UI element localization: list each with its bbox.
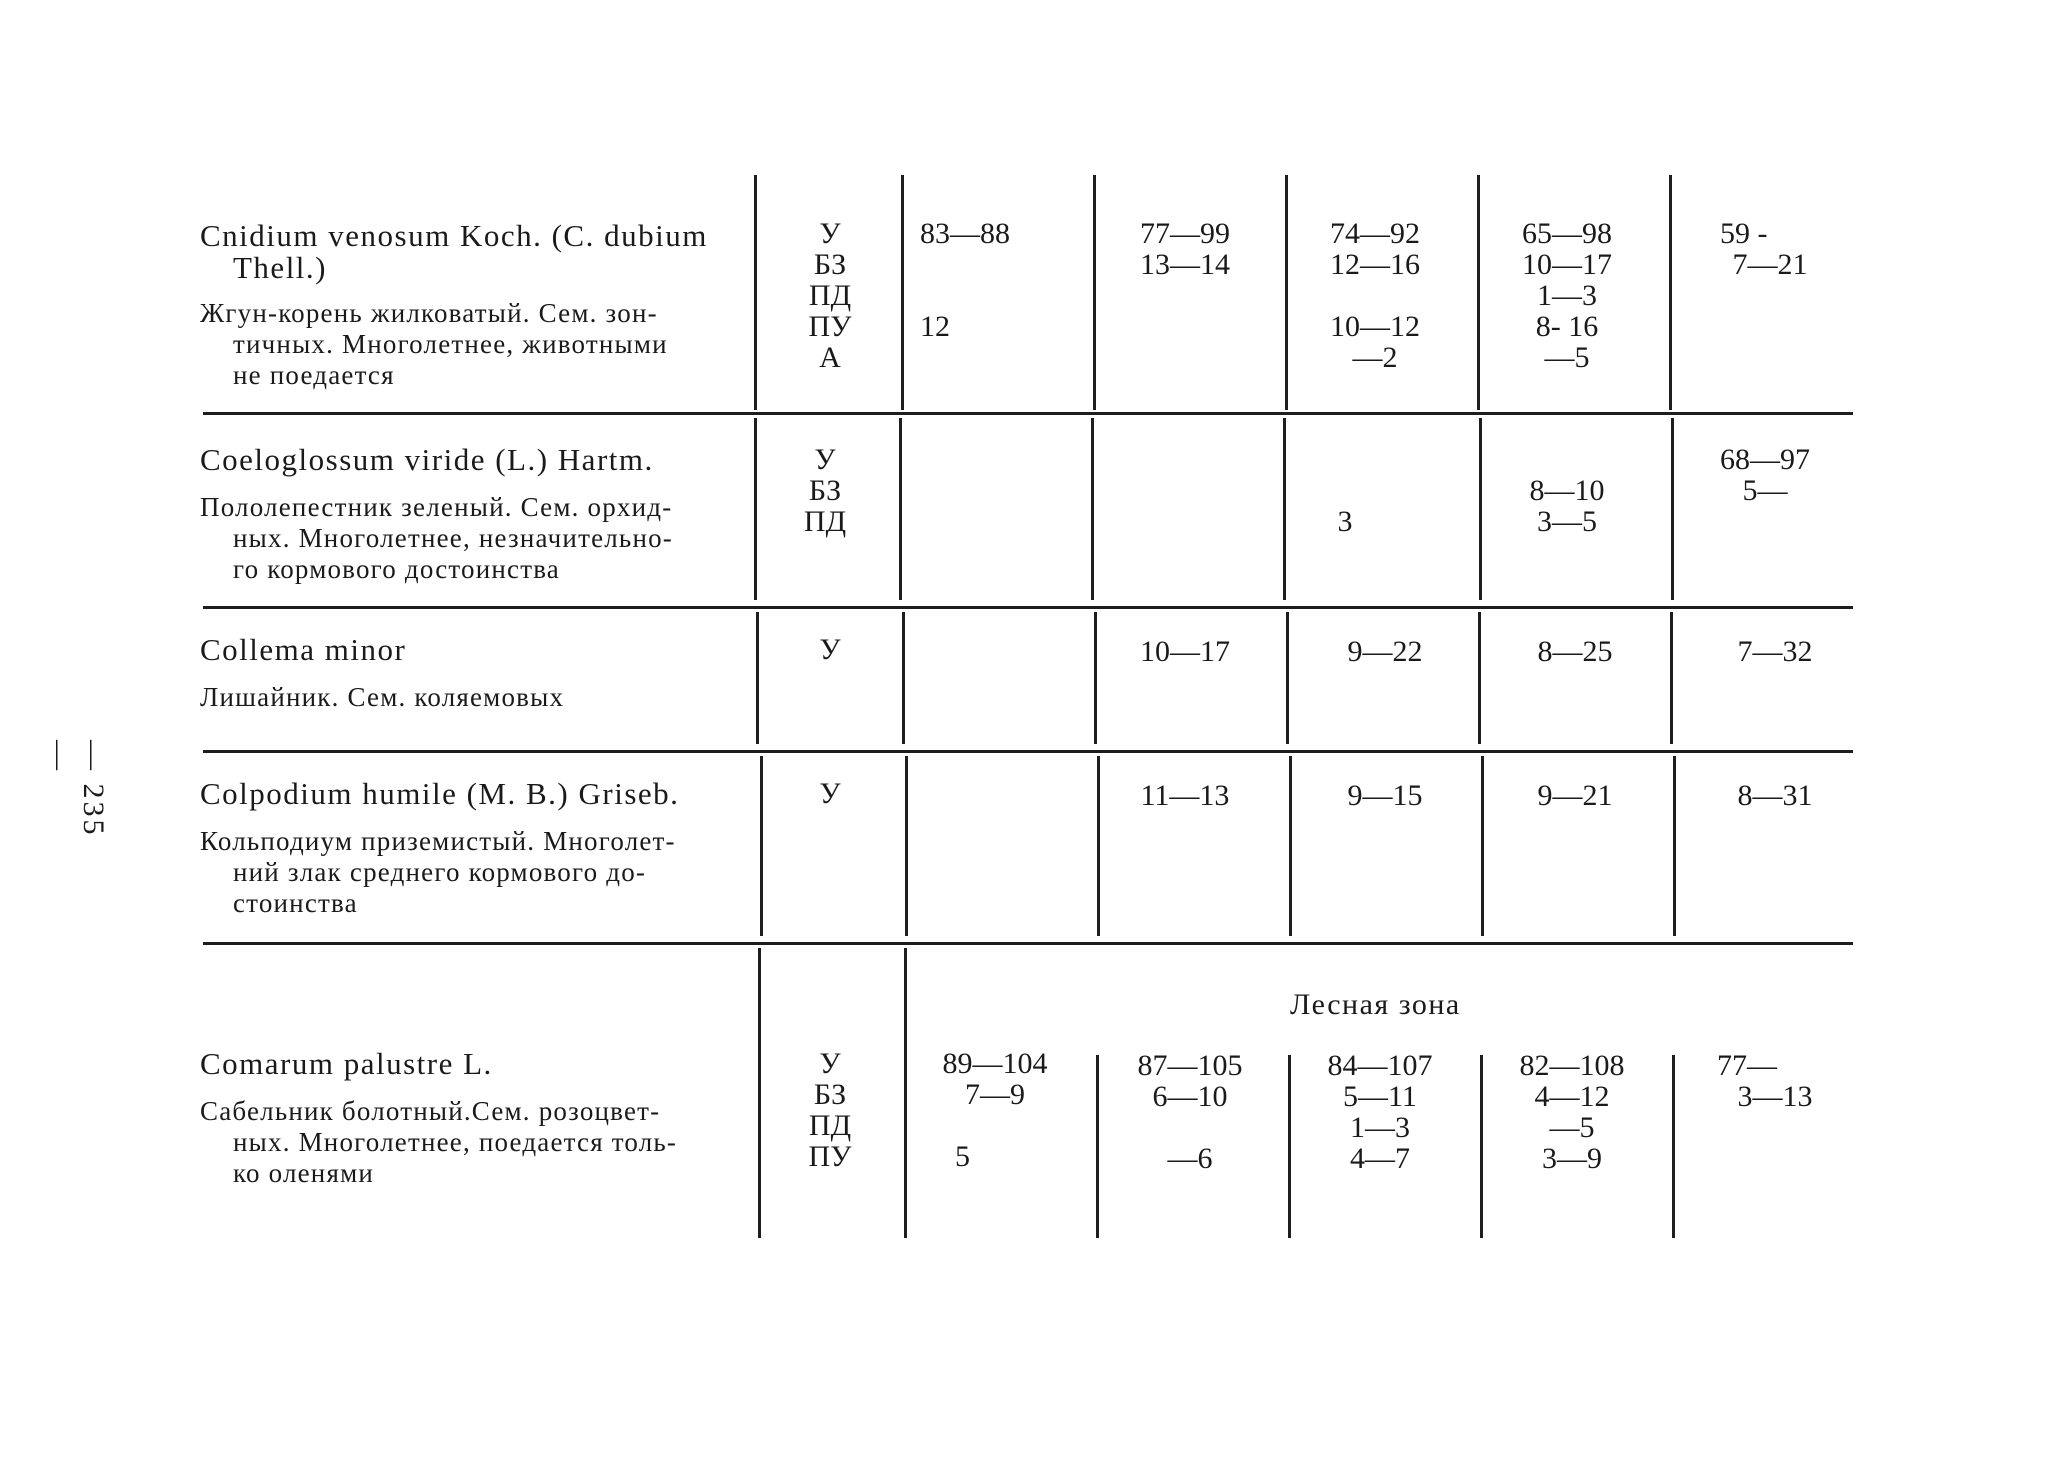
- column-divider: [756, 612, 759, 744]
- row-separator: [203, 606, 1853, 609]
- column-divider: [1477, 175, 1480, 410]
- value-column-3: 9—15: [1347, 779, 1423, 812]
- column-divider: [1481, 756, 1484, 936]
- column-divider: [1669, 175, 1672, 410]
- value-column-4: 8—10 3—5: [1529, 474, 1605, 538]
- column-divider: [899, 418, 902, 600]
- column-divider: [1094, 612, 1097, 744]
- column-divider: [758, 948, 761, 1238]
- indicator-codes: У БЗ ПД ПУ: [808, 1047, 852, 1173]
- species-description: Пололепестник зеленый. Сем. орхид- ных. Многолетнее, незначительно- го кормового достоинства: [200, 492, 673, 584]
- column-divider: [1097, 756, 1100, 936]
- row-separator: [203, 750, 1853, 753]
- value-column-3: 9—22: [1347, 635, 1423, 668]
- indicator-codes: У БЗ ПД: [803, 443, 847, 538]
- page-number: — 235 —: [43, 740, 110, 838]
- column-divider: [1093, 175, 1096, 410]
- value-column-4: 8—25: [1537, 635, 1613, 668]
- column-divider: [902, 612, 905, 744]
- column-divider: [1286, 612, 1289, 744]
- value-column-4: 9—21: [1537, 779, 1613, 812]
- indicator-codes: У БЗ ПД ПУ А: [808, 217, 852, 374]
- column-divider: [901, 175, 904, 410]
- species-description: Кольподиум приземистый. Многолет- ний злак среднего кормового до- стоинства: [200, 826, 676, 918]
- value-column-2: [1110, 444, 1260, 537]
- species-latin-name: Colpodium humile (M. B.) Griseb.: [200, 776, 680, 811]
- column-divider: [1288, 1055, 1291, 1238]
- column-divider: [905, 756, 908, 936]
- value-column-5: 59 - 7—21: [1720, 217, 1808, 281]
- value-column-2: 10—17: [1140, 635, 1230, 668]
- value-column-5: 8—31: [1737, 779, 1813, 812]
- column-divider: [1670, 612, 1673, 744]
- row-separator: [203, 942, 1853, 945]
- species-latin-name: Cnidium venosum Koch. (C. dubium Thell.): [200, 218, 708, 285]
- column-divider: [1478, 612, 1481, 744]
- column-divider: [754, 418, 757, 600]
- column-divider: [1479, 418, 1482, 600]
- species-latin-name: Collema minor: [200, 632, 407, 667]
- column-divider: [1289, 756, 1292, 936]
- indicator-codes: У: [819, 777, 841, 810]
- species-description: Лишайник. Сем. коляемовых: [200, 682, 565, 712]
- value-column-3: 3: [1337, 505, 1353, 538]
- value-column-3: 84—107 5—11 1—3 4—7: [1327, 1049, 1433, 1175]
- value-column-4: 82—108 4—12 —5 3—9: [1519, 1049, 1625, 1175]
- column-divider: [760, 756, 763, 936]
- value-column-5: 77— 3—13: [1717, 1049, 1813, 1113]
- indicator-codes: У: [819, 633, 841, 666]
- value-column-1: [920, 634, 1060, 665]
- column-divider: [1672, 1055, 1675, 1238]
- value-column-5: 7—32: [1737, 635, 1813, 668]
- value-column-2: 87—105 6—10 —6: [1137, 1049, 1243, 1175]
- column-divider: [1671, 418, 1674, 600]
- value-column-4: 65—98 10—17 1—3 8- 16 —5: [1522, 217, 1612, 374]
- column-divider: [754, 175, 757, 410]
- value-column-1: 83—88 12: [920, 217, 1010, 343]
- row-separator: [203, 412, 1853, 415]
- value-column-2: 11—13: [1140, 779, 1230, 812]
- species-latin-name: Coeloglossum viride (L.) Hartm.: [200, 442, 654, 477]
- value-column-1: 89—104 7—9 5: [942, 1047, 1048, 1173]
- column-divider: [1285, 175, 1288, 410]
- column-divider: [1091, 418, 1094, 600]
- zone-label: Лесная зона: [1290, 988, 1461, 1021]
- value-column-5: 68—97 5—: [1720, 443, 1810, 507]
- value-column-2: 77—99 13—14: [1140, 217, 1230, 281]
- value-column-1: [920, 444, 1060, 537]
- value-column-1: [920, 778, 1060, 809]
- column-divider: [904, 948, 907, 1238]
- species-description: Сабельник болотный.Сем. розоцвет- ных. Многолетнее, поедается толь- ко оленями: [200, 1096, 678, 1188]
- species-latin-name: Comarum palustre L.: [200, 1046, 493, 1081]
- column-divider: [1096, 1055, 1099, 1238]
- value-column-3: 74—92 12—16 10—12 —2: [1330, 217, 1420, 374]
- column-divider: [1480, 1055, 1483, 1238]
- column-divider: [1673, 756, 1676, 936]
- species-description: Жгун-корень жилковатый. Сем. зон- тичных. Многолетнее, животными не поедается: [200, 298, 668, 390]
